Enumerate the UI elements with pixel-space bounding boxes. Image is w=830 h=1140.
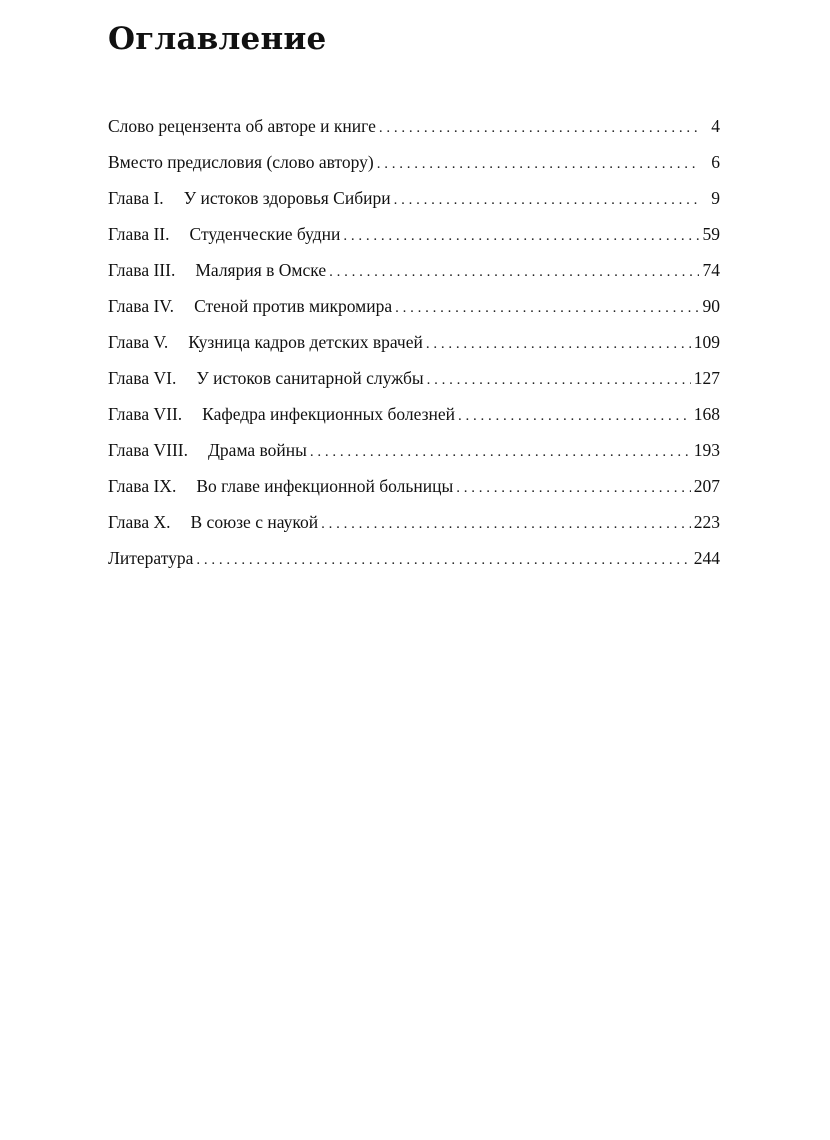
dot-leader [458,398,691,434]
dot-leader [310,434,691,470]
chapter-number: Глава IX. [108,476,177,496]
toc-entry-title: Слово рецензента об авторе и книге [108,116,376,136]
toc-entry-title: Литература [108,548,194,568]
toc-entry-page: 207 [693,476,720,496]
toc-entry-preface[interactable] [108,144,720,180]
chapter-number: Глава X. [108,512,171,532]
toc-entry-chapter-2[interactable] [108,216,720,252]
toc-entry-literature[interactable] [108,540,720,576]
toc-entry-chapter-9[interactable] [108,468,720,504]
toc-entry-chapter-1[interactable] [108,180,720,216]
toc-entry-label [108,360,424,396]
toc-entry-title: У истоков санитарной службы [196,368,424,388]
toc-entry-title: Кафедра инфекционных болезней [202,404,456,424]
toc-entry-label [108,144,374,180]
toc-entry-label [108,180,391,216]
toc-entry-chapter-4[interactable] [108,288,720,324]
chapter-number: Глава VI. [108,368,177,388]
toc-entry-chapter-10[interactable] [108,504,720,540]
toc-entry-title: Вместо предисловия (слово автору) [108,152,374,172]
toc-entry-title: Кузница кадров детских врачей [188,332,423,352]
dot-leader [343,218,699,254]
chapter-number: Глава III. [108,260,176,280]
toc-entry-label [108,396,455,432]
dot-leader [456,470,691,506]
toc-entry-label [108,108,376,144]
chapter-number: Глава V. [108,332,169,352]
dot-leader [427,362,691,398]
toc-entry-page: 127 [693,368,720,388]
toc-entry-page: 109 [693,332,720,352]
dot-leader [196,542,690,578]
toc-entry-page: 74 [702,260,720,280]
toc-entry-chapter-8[interactable] [108,432,720,468]
toc-entry-chapter-6[interactable] [108,360,720,396]
toc-entry-label [108,216,340,252]
toc-entry-page: 90 [702,296,720,316]
toc-entry-page: 9 [711,188,720,208]
toc-entry-label [108,504,318,540]
toc-entry-title: Малярия в Омске [195,260,327,280]
toc-entry-page: 59 [702,224,720,244]
toc-entry-title: Драма войны [207,440,307,460]
dot-leader [321,506,691,542]
toc-entry-title: Во главе инфекционной больницы [196,476,454,496]
toc-entry-page: 223 [693,512,720,532]
dot-leader [394,182,699,218]
table-of-contents [108,108,720,576]
dot-leader [329,254,699,290]
chapter-number: Глава I. [108,188,164,208]
toc-entry-page: 168 [693,404,720,424]
toc-entry-title: В союзе с наукой [190,512,319,532]
dot-leader [379,110,699,146]
toc-entry-page: 4 [711,116,720,136]
page-title: Оглавление [108,21,327,57]
toc-entry-label [108,252,326,288]
toc-entry-label [108,324,423,360]
dot-leader [377,146,699,182]
toc-entry-reviewer-word[interactable] [108,108,720,144]
chapter-number: Глава II. [108,224,170,244]
toc-entry-title: Студенческие будни [189,224,341,244]
toc-entry-chapter-3[interactable] [108,252,720,288]
toc-entry-title: У истоков здоровья Сибири [183,188,391,208]
toc-entry-chapter-7[interactable] [108,396,720,432]
chapter-number: Глава VII. [108,404,183,424]
toc-entry-label [108,540,193,576]
toc-entry-label [108,468,453,504]
toc-entry-page: 6 [711,152,720,172]
toc-entry-title: Стеной против микромира [194,296,393,316]
toc-entry-page: 244 [693,548,720,568]
dot-leader [426,326,691,362]
toc-entry-chapter-5[interactable] [108,324,720,360]
toc-entry-page: 193 [693,440,720,460]
toc-entry-label [108,432,307,468]
chapter-number: Глава IV. [108,296,175,316]
dot-leader [395,290,699,326]
chapter-number: Глава VIII. [108,440,188,460]
toc-entry-label [108,288,392,324]
